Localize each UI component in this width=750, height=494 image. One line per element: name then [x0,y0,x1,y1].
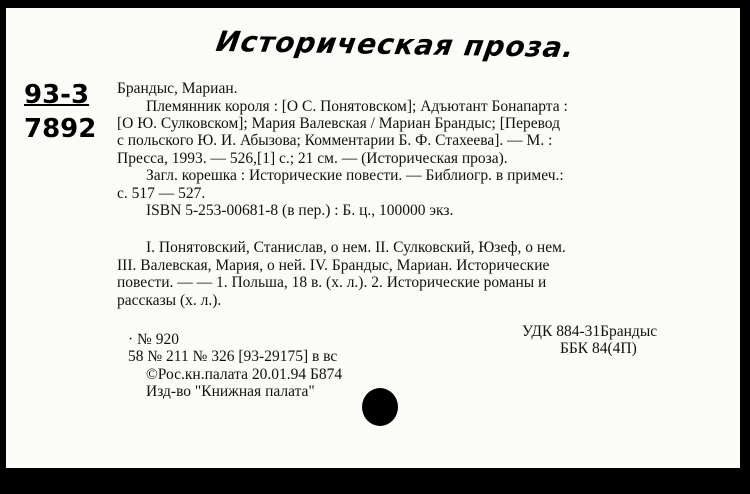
library-catalog-card [6,8,740,468]
udk-code: УДК 884-31Брандыс [522,323,658,340]
handwritten-shelf-code-top: 93-3 [24,80,90,110]
bbk-code: ББК 84(4П) [560,340,637,357]
entry-line: с польского Ю. И. Абызова; Комментарии Б. Ф. Стахеева]. — М. : [117,132,553,149]
subject-line: рассказы (х. л.). [117,292,222,309]
note-line: ©Рос.кн.палата 20.01.94 Б874 [146,366,343,383]
entry-line: Пресса, 1993. — 526,[1] с.; 21 см. — (Историческая проза). [117,150,508,167]
entry-line: [О Ю. Сулковском]; Мария Валевская / Мариан Брандыс; [Перевод [117,115,560,132]
subject-line: I. Понятовский, Станислав, о нем. II. Сулковский, Юзеф, о нем. [146,239,566,256]
entry-line: Загл. корешка : Исторические повести. — Библиогр. в примеч.: [146,167,564,184]
subject-line: повести. — — 1. Польша, 18 в. (х. л.). 2. Исторические романы и [117,274,547,291]
entry-line: Племянник короля : [О С. Понятовском]; Адъютант Бонапарта : [146,98,568,115]
handwritten-title: Историческая проза. [213,24,578,65]
subject-line: III. Валевская, Мария, о ней. IV. Брандыс, Мариан. Исторические [117,257,550,274]
entry-isbn: ISBN 5-253-00681-8 (в пер.) : Б. ц., 100000 экз. [146,202,454,219]
entry-line: с. 517 — 527. [117,185,206,202]
entry-author: Брандыс, Мариан. [117,80,238,97]
punch-hole [362,388,398,426]
note-line: · № 920 [128,331,179,348]
note-line: Изд-во "Книжная палата" [146,383,315,400]
note-line: 58 № 211 № 326 [93-29175] в вс [128,348,338,365]
handwritten-shelf-code-bottom: 7892 [24,114,97,144]
